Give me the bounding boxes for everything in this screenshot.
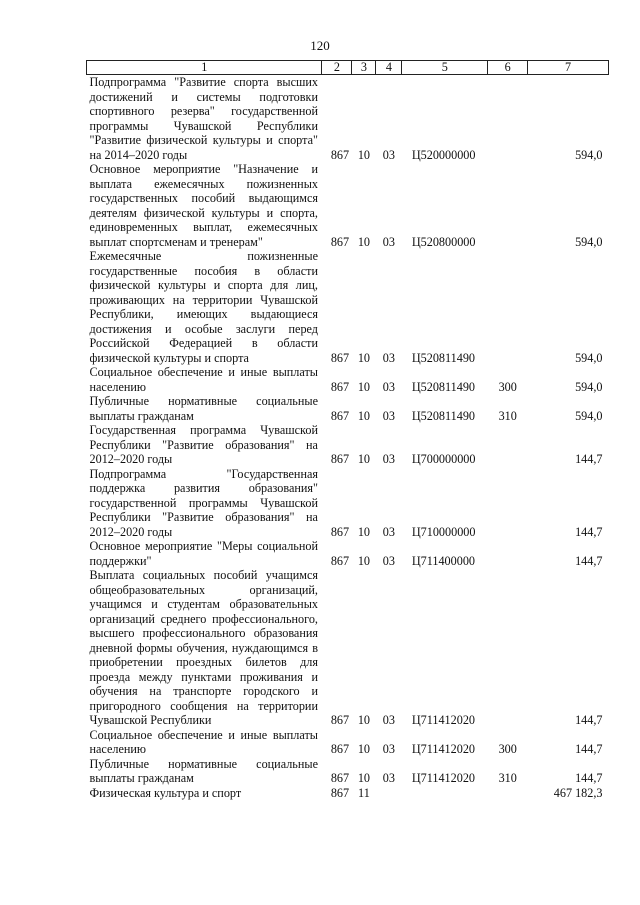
cell-c5: Ц520811490	[411, 350, 476, 365]
cell-c7: 144,7	[575, 452, 603, 466]
cell-c7: 144,7	[575, 713, 603, 727]
cell-name: Физическая культура и спорт	[89, 785, 242, 800]
header-row	[87, 61, 609, 75]
cell-c5: Ц520811490	[411, 379, 476, 394]
cell-c5: Ц520811490	[411, 408, 476, 423]
cell-c2: 867	[330, 379, 350, 394]
cell-c7: 467 182,3	[553, 785, 603, 800]
cell-c7: 144,7	[575, 742, 603, 756]
cell-c2: 867	[330, 234, 350, 249]
cell-c4: 03	[382, 713, 395, 727]
table-row	[87, 394, 609, 423]
cell-c4: 03	[382, 408, 395, 423]
cell-c2: 867	[330, 785, 350, 800]
cell-c5: Ц520800000	[411, 234, 476, 249]
cell-c4: 03	[382, 379, 395, 394]
table-row	[87, 75, 609, 163]
cell-name: Публичные нормативные социальные выплаты гражданам	[89, 756, 318, 785]
cell-c6	[488, 162, 528, 249]
cell-c3: 10	[357, 771, 371, 785]
cell-c3: 10	[357, 524, 371, 539]
cell-c2: 867	[330, 408, 350, 423]
cell-c5	[402, 786, 488, 801]
cell-c2: 867	[330, 771, 350, 785]
table-row	[87, 365, 609, 394]
table-row	[87, 539, 609, 568]
page-number: 120	[310, 38, 330, 53]
cell-c3: 10	[357, 350, 371, 365]
cell-c6: 310	[498, 771, 517, 785]
cell-c6	[488, 467, 528, 540]
cell-c3: 10	[357, 234, 371, 249]
header-col-2: 2	[322, 61, 352, 75]
table-row	[87, 728, 609, 757]
cell-c6	[488, 786, 528, 801]
cell-c4: 03	[382, 771, 395, 785]
cell-name: Основное мероприятие "Назначение и выплата ежемесячных пожизненных государственных пособий выдающимся деятелям физической культуры и спорта, единовременных выплат, ежемесячных выплат спортсменам и тренерам"	[89, 162, 318, 249]
cell-c5: Ц711412020	[411, 742, 476, 756]
cell-c7: 144,7	[575, 771, 603, 785]
cell-c3: 10	[357, 147, 371, 162]
cell-name: Основное мероприятие "Меры социальной поддержки"	[89, 539, 318, 568]
cell-c4: 03	[382, 742, 395, 756]
cell-c5: Ц710000000	[411, 524, 476, 539]
cell-c4: 03	[382, 147, 395, 162]
cell-c4	[376, 786, 402, 801]
cell-c7: 144,7	[575, 524, 603, 539]
cell-c7: 594,0	[575, 379, 603, 394]
cell-c7: 144,7	[575, 553, 603, 568]
cell-c6	[488, 249, 528, 365]
cell-c5: Ц711412020	[411, 713, 476, 727]
header-col-3: 3	[352, 61, 376, 75]
cell-c3: 11	[358, 785, 370, 800]
cell-name: Подпрограмма "Государственная поддержка развития образования" государственной программы Чувашской Республики "Развитие образования" на 2012–2020 годы	[89, 466, 318, 539]
cell-c3: 10	[357, 408, 371, 423]
cell-name: Публичные нормативные социальные выплаты гражданам	[89, 394, 318, 423]
cell-c4: 03	[382, 234, 395, 249]
cell-c7: 594,0	[575, 408, 603, 423]
cell-c6	[488, 539, 528, 568]
cell-c5: Ц711400000	[411, 553, 476, 568]
header-col-5: 5	[402, 61, 488, 75]
table-row	[87, 757, 609, 786]
cell-c2: 867	[330, 742, 350, 756]
cell-c6	[488, 423, 528, 467]
cell-name: Выплата социальных пособий учащимся общеобразовательных организаций, учащимся и студентам образовательных организаций среднего профессионального, высшего профессионального образования дневной формы обучения, нуждающимся в приобретении проездных билетов для проезда между пунктами проживания и обучения на транспорте городского и пригородного сообщения на территории Чувашской Республики	[89, 568, 318, 727]
cell-c2: 867	[330, 147, 350, 162]
cell-c2: 867	[330, 524, 350, 539]
header-col-1: 1	[87, 61, 322, 75]
cell-c6: 310	[498, 408, 517, 423]
cell-c6	[488, 75, 528, 163]
cell-c2: 867	[330, 452, 350, 466]
cell-c3: 10	[357, 553, 371, 568]
cell-c7: 594,0	[575, 350, 603, 365]
cell-c7: 594,0	[575, 234, 603, 249]
header-col-6: 6	[488, 61, 528, 75]
table-row	[87, 249, 609, 365]
cell-c3: 10	[357, 379, 371, 394]
table-row	[87, 467, 609, 540]
table-row	[87, 423, 609, 467]
budget-table	[86, 60, 609, 800]
cell-name: Государственная программа Чувашской Республики "Развитие образования" на 2012–2020 годы	[89, 423, 318, 466]
table-row	[87, 568, 609, 728]
cell-c4: 03	[382, 524, 395, 539]
cell-c2: 867	[330, 350, 350, 365]
cell-name: Ежемесячные пожизненные государственные пособия в области физической культуры и спорта для лиц, проживающих на территории Чувашской Республики, имеющих выдающиеся достижения и особые заслуги перед Российской Федерацией в области физической культуры и спорта	[89, 249, 318, 365]
cell-c5: Ц520000000	[411, 147, 476, 162]
header-col-4: 4	[376, 61, 402, 75]
table-row	[87, 786, 609, 801]
cell-c7: 594,0	[575, 147, 603, 162]
cell-name: Социальное обеспечение и иные выплаты населению	[89, 365, 318, 394]
cell-c4: 03	[382, 452, 395, 466]
header-col-7: 7	[528, 61, 609, 75]
cell-c4: 03	[382, 350, 395, 365]
cell-c3: 10	[357, 713, 371, 727]
cell-c3: 10	[357, 742, 371, 756]
table-row	[87, 162, 609, 249]
cell-c6: 300	[498, 379, 517, 394]
cell-c2: 867	[330, 553, 350, 568]
cell-c3: 10	[357, 452, 371, 466]
cell-c6	[488, 568, 528, 728]
cell-name: Социальное обеспечение и иные выплаты населению	[89, 727, 318, 756]
cell-c5: Ц711412020	[411, 771, 476, 785]
cell-c4: 03	[382, 553, 395, 568]
cell-c5: Ц700000000	[411, 452, 476, 466]
cell-c2: 867	[330, 713, 350, 727]
cell-name: Подпрограмма "Развитие спорта высших достижений и системы подготовки спортивного резерва" государственной программы Чувашской Республики "Развитие физической культуры и спорта" на 2014–2020 годы	[89, 75, 318, 162]
cell-c6: 300	[498, 742, 517, 756]
